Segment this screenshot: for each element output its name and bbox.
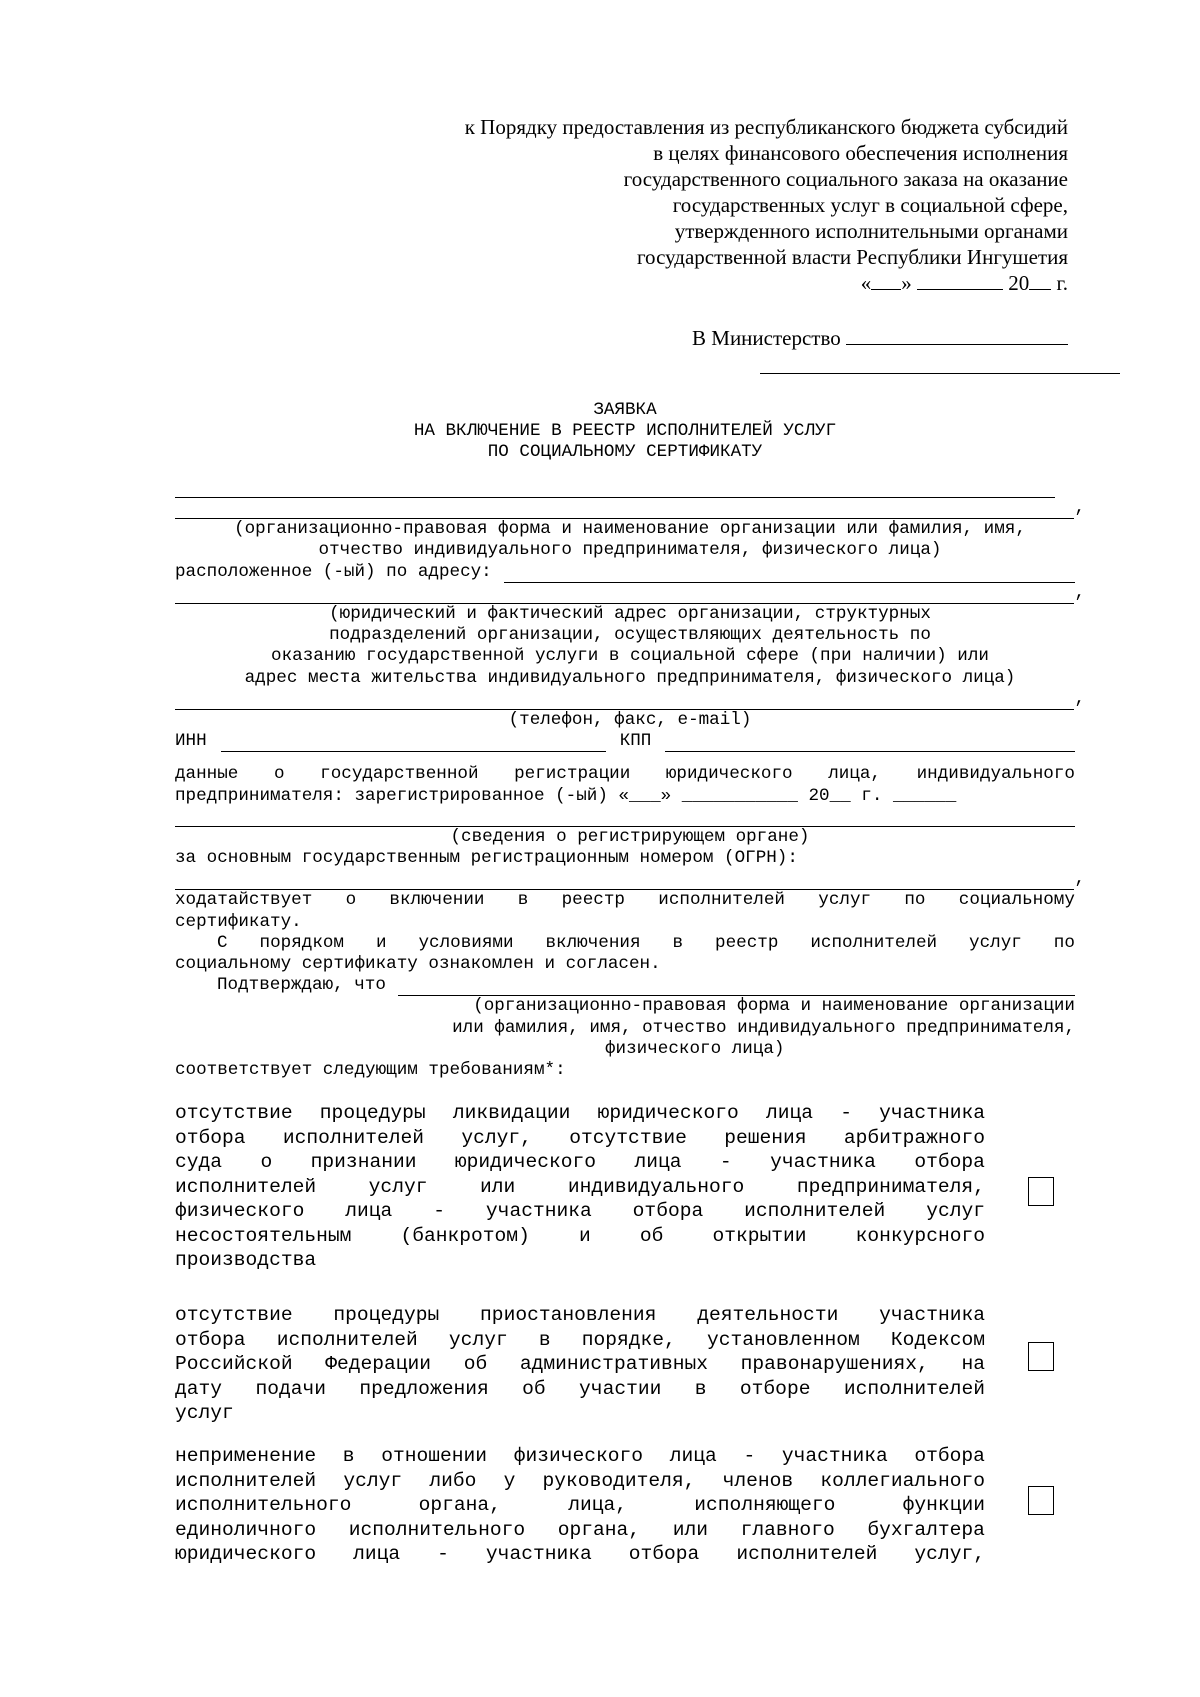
word: главного xyxy=(740,1518,835,1541)
ministry-label: В Министерство xyxy=(692,326,841,350)
word: лица xyxy=(353,1543,401,1565)
word: отсутствие xyxy=(175,1102,293,1124)
comma: , xyxy=(1074,582,1085,603)
address-row-2 xyxy=(175,583,1085,604)
word: суда xyxy=(175,1151,223,1173)
word: отношении xyxy=(381,1445,488,1467)
word: С xyxy=(217,932,228,953)
word: физического xyxy=(513,1445,644,1467)
header-line: к Порядку предоставления из республиканского бюджета субсидий xyxy=(464,115,1068,139)
org-caption: отчество индивидуального предпринимателя, физического лица) xyxy=(318,540,942,561)
word: юридического xyxy=(665,764,793,785)
comma: , xyxy=(1074,869,1085,890)
agree-line xyxy=(217,933,1075,954)
word: подачи xyxy=(255,1377,326,1400)
word: конкурсного xyxy=(855,1224,985,1247)
word: об xyxy=(639,1224,664,1247)
word: исполнителей xyxy=(744,1200,886,1222)
word: органа, xyxy=(557,1518,641,1541)
requirement-line xyxy=(175,1328,985,1353)
requirement-line xyxy=(175,1303,985,1328)
org-name-field-1[interactable] xyxy=(175,478,1055,498)
org-caption: (организационно-правовая форма и наименование организации или фамилия, имя, xyxy=(234,519,1026,540)
word: на xyxy=(961,1353,985,1375)
word: отбора xyxy=(632,1200,704,1222)
word: бухгалтера xyxy=(867,1518,985,1541)
header-date xyxy=(348,270,1068,296)
word: лица, xyxy=(568,1494,628,1516)
word: порядком xyxy=(259,932,344,953)
word: исполняющего xyxy=(694,1494,836,1516)
word: исполнительного xyxy=(348,1518,526,1541)
ogrn-field[interactable] xyxy=(175,870,1074,890)
word: руководителя, xyxy=(542,1469,696,1492)
word: отсутствие xyxy=(175,1304,293,1326)
word: порядке, xyxy=(581,1328,676,1351)
comma: , xyxy=(1074,688,1085,709)
confirm-row xyxy=(217,975,1085,996)
word: отбора xyxy=(175,1126,246,1149)
requirement-line xyxy=(175,1175,985,1200)
word: и xyxy=(375,932,387,953)
kpp-field[interactable] xyxy=(665,732,1075,752)
word: в xyxy=(538,1328,551,1351)
word: услуг xyxy=(818,890,872,911)
registration-date-line[interactable]: предпринимателя: зарегистрированное (-ый) «___» ___________ 20__ г. ______ xyxy=(175,785,957,806)
requirement-checkbox[interactable] xyxy=(1028,1342,1054,1371)
word: лица xyxy=(634,1151,682,1173)
word: дату xyxy=(175,1377,223,1400)
word: у xyxy=(503,1469,516,1492)
requirements-intro: соответствует следующим требованиям*: xyxy=(175,1060,566,1081)
word: услуг xyxy=(368,1175,428,1198)
requirement-line xyxy=(175,1377,985,1402)
word: неприменение xyxy=(175,1445,317,1467)
word: по xyxy=(1053,932,1075,953)
inn-kpp-row xyxy=(175,731,1085,752)
word: Федерации xyxy=(325,1353,432,1375)
address-label: расположенное (-ый) по адресу: xyxy=(175,561,492,582)
kpp-label: КПП xyxy=(619,731,652,752)
word: исполнителей xyxy=(810,932,938,953)
word: о xyxy=(273,764,285,785)
header-line: в целях финансового обеспечения исполнения xyxy=(653,141,1068,165)
word: в xyxy=(694,1377,707,1400)
word: процедуры xyxy=(333,1304,440,1326)
word: признании xyxy=(310,1151,417,1173)
title-line: НА ВКЛЮЧЕНИЕ В РЕЕСТР ИСПОЛНИТЕЛЕЙ УСЛУГ xyxy=(413,421,837,441)
word: ходатайствует xyxy=(175,890,313,911)
contacts-caption: (телефон, факс, e-mail) xyxy=(508,710,752,731)
word: участии xyxy=(579,1377,662,1400)
requirement-line xyxy=(175,1444,985,1469)
word: административных xyxy=(519,1353,709,1375)
spacer xyxy=(175,752,1085,764)
registrar-field[interactable] xyxy=(175,807,1075,827)
word: социальному xyxy=(958,890,1075,911)
confirm-field[interactable] xyxy=(398,976,1075,996)
attachment-header xyxy=(348,114,1068,296)
requirement-checkbox[interactable] xyxy=(1028,1177,1054,1206)
inn-field[interactable] xyxy=(221,732,606,752)
word: участника xyxy=(485,1200,592,1222)
address-field-1[interactable] xyxy=(504,563,1075,583)
confirm-caption: физического лица) xyxy=(605,1038,785,1059)
date-year-prefix: 20 xyxy=(1008,271,1030,295)
ministry-addressee xyxy=(468,325,1068,351)
requirement-checkbox[interactable] xyxy=(1028,1486,1054,1515)
word: исполнителей xyxy=(736,1543,878,1565)
word: в xyxy=(517,890,529,911)
word: лица xyxy=(669,1445,717,1467)
word: приостановления xyxy=(480,1304,657,1326)
word: лица xyxy=(765,1102,813,1124)
title-line: ПО СОЦИАЛЬНОМУ СЕРТИФИКАТУ xyxy=(487,442,763,462)
word: исполнителей xyxy=(276,1328,418,1351)
word: услуг xyxy=(448,1328,508,1351)
word: участника xyxy=(781,1445,888,1467)
word: исполнителей xyxy=(843,1377,985,1400)
word: отбора xyxy=(175,1328,246,1351)
word: индивидуального xyxy=(916,764,1075,785)
word: либо xyxy=(429,1469,477,1492)
ministry-name-field[interactable] xyxy=(846,326,1068,345)
word: юридического xyxy=(175,1543,317,1565)
word: отбора xyxy=(914,1445,985,1467)
word: открытии xyxy=(712,1224,807,1247)
org-name-row-2 xyxy=(175,498,1085,519)
word: ликвидации xyxy=(452,1102,571,1124)
word: юридического xyxy=(597,1102,739,1124)
header-line: государственных услуг в социальной сфере, xyxy=(672,193,1068,217)
requirement-line xyxy=(175,1469,985,1494)
word: или xyxy=(672,1518,708,1541)
word: услуг xyxy=(926,1200,985,1222)
ministry-name-field-2[interactable] xyxy=(760,373,1120,374)
word: Кодексом xyxy=(890,1328,985,1351)
word: арбитражного xyxy=(843,1126,985,1149)
requirement-line xyxy=(175,1101,985,1126)
requirement-item xyxy=(175,1303,985,1426)
ogrn-label: за основным государственным регистрационным номером (ОГРН): xyxy=(175,848,798,869)
word: правонарушениях, xyxy=(740,1353,929,1375)
word: членов xyxy=(722,1469,794,1492)
word: процедуры xyxy=(319,1102,426,1124)
word: исполнительного xyxy=(175,1494,352,1516)
address-caption: подразделений организации, осуществляющих деятельность по xyxy=(329,625,931,646)
confirm-label: Подтверждаю, что xyxy=(217,975,386,996)
address-caption: оказанию государственной услуги в социальной сфере (при наличии) или xyxy=(271,646,989,667)
word: реестр xyxy=(561,890,625,911)
requirement-line: производства xyxy=(175,1249,317,1271)
word: реестр xyxy=(715,932,779,953)
word: функции xyxy=(902,1494,985,1516)
word: органа, xyxy=(418,1494,501,1516)
petition-line-2: сертификату. xyxy=(175,911,302,932)
word: участника xyxy=(485,1543,592,1565)
date-open-quote: « xyxy=(860,271,872,295)
word: участника xyxy=(770,1151,876,1173)
word: - xyxy=(433,1200,445,1222)
word: включения xyxy=(545,932,641,953)
word: услуг, xyxy=(461,1126,532,1149)
date-day-field[interactable] xyxy=(871,271,901,290)
word: - xyxy=(719,1151,732,1173)
confirm-caption: (организационно-правовая форма и наименование организации xyxy=(473,996,1075,1017)
word: участника xyxy=(879,1102,985,1124)
word: включении xyxy=(389,890,485,911)
requirement-line xyxy=(175,1352,985,1377)
word: (банкротом) xyxy=(400,1224,530,1247)
application-title xyxy=(175,400,1075,463)
date-close-quote: » xyxy=(901,271,912,295)
word: о xyxy=(345,890,357,911)
registrar-caption: (сведения о регистрирующем органе) xyxy=(450,826,810,847)
header-line: государственного социального заказа на оказание xyxy=(623,167,1068,191)
word: отбора xyxy=(628,1543,700,1565)
word: отсутствие xyxy=(569,1126,687,1149)
word: лица, xyxy=(828,764,881,785)
agree-line-2: социальному сертификату ознакомлен и согласен. xyxy=(175,954,661,975)
word: индивидуального xyxy=(567,1175,745,1198)
contacts-row xyxy=(175,689,1085,710)
word: деятельности xyxy=(697,1304,839,1326)
word: несостоятельным xyxy=(175,1224,352,1247)
word: регистрации xyxy=(514,764,631,785)
word: услуг xyxy=(969,932,1022,953)
requirement-line: услуг xyxy=(175,1402,234,1424)
header-line: государственной власти Республики Ингушетия xyxy=(636,245,1068,269)
requirement-item xyxy=(175,1444,985,1567)
word: о xyxy=(260,1151,273,1173)
ogrn-row xyxy=(175,869,1085,890)
word: установленном xyxy=(706,1328,860,1351)
word: коллегиального xyxy=(820,1469,985,1492)
word: об xyxy=(522,1377,546,1400)
org-name-field-2[interactable] xyxy=(175,499,1074,519)
word: решения xyxy=(724,1126,807,1149)
word: - xyxy=(437,1543,449,1565)
word: участника xyxy=(879,1304,985,1326)
requirement-line xyxy=(175,1150,985,1175)
word: Российской xyxy=(175,1353,293,1375)
word: лица xyxy=(345,1200,393,1222)
inn-label: ИНН xyxy=(175,731,207,752)
word: - xyxy=(743,1445,756,1467)
requirement-item xyxy=(175,1101,985,1273)
contacts-field[interactable] xyxy=(175,690,1074,710)
word: - xyxy=(840,1102,852,1124)
title-line: ЗАЯВКА xyxy=(593,400,657,420)
date-suffix: г. xyxy=(1056,271,1068,295)
word: единоличного xyxy=(175,1518,317,1541)
requirement-line xyxy=(175,1126,985,1151)
word: отбора xyxy=(914,1151,985,1173)
confirm-caption: или фамилия, имя, отчество индивидуального предпринимателя, xyxy=(452,1017,1075,1038)
word: в xyxy=(672,932,684,953)
word: в xyxy=(342,1445,355,1467)
word: юридического xyxy=(454,1151,597,1173)
word: физического xyxy=(175,1200,305,1222)
comma: , xyxy=(1074,498,1085,518)
requirement-line xyxy=(175,1518,985,1543)
word: исполнителей xyxy=(282,1126,425,1149)
word: исполнителей xyxy=(175,1175,317,1198)
word: услуг, xyxy=(914,1543,985,1565)
address-caption: (юридический и фактический адрес организации, структурных xyxy=(329,604,931,625)
registration-line xyxy=(175,764,1075,785)
word: предложения xyxy=(359,1377,489,1400)
date-year-field[interactable] xyxy=(1029,271,1051,290)
requirement-line xyxy=(175,1199,985,1224)
word: данные xyxy=(175,764,239,785)
word: по xyxy=(904,890,926,911)
requirement-line xyxy=(175,1542,985,1567)
petition-line xyxy=(175,890,1075,911)
word: услуг xyxy=(343,1469,403,1492)
word: условиями xyxy=(418,932,514,953)
header-line: утвержденного исполнительными органами xyxy=(674,219,1068,243)
address-field-2[interactable] xyxy=(175,584,1074,604)
requirement-line xyxy=(175,1224,985,1249)
word: или xyxy=(480,1175,516,1198)
word: государственной xyxy=(320,764,479,785)
word: предпринимателя, xyxy=(796,1175,985,1198)
address-caption: адрес места жительства индивидуального предпринимателя, физического лица) xyxy=(244,667,1016,688)
word: об xyxy=(463,1353,488,1375)
date-month-field[interactable] xyxy=(917,271,1003,290)
word: отборе xyxy=(739,1377,811,1400)
requirement-line xyxy=(175,1493,985,1518)
address-row xyxy=(175,562,1085,583)
word: и xyxy=(578,1224,591,1247)
application-form xyxy=(175,478,1085,1081)
word: исполнителей xyxy=(658,890,785,911)
word: исполнителей xyxy=(175,1469,317,1492)
